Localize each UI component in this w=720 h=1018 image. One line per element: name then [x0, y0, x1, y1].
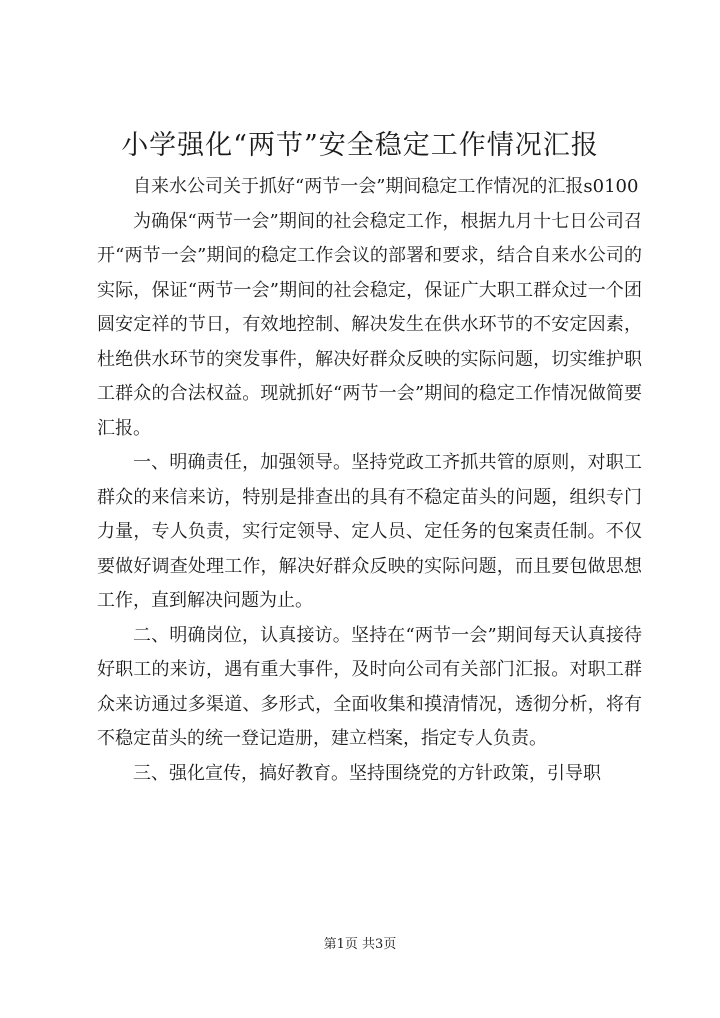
body-paragraph: 为确保“两节一会”期间的社会稳定工作，根据九月十七日公司召开“两节一会”期间的稳定工作会议的部署和要求，结合自来水公司的实际，保证“两节一会”期间的社会稳定，保证广大职工群众过一个团圆安定祥的节日，有效地控制、解决发生在供水环节的不安定因素，杜绝供水环节的突发事件，解决好群众反映的实际问题，切实维护职工群众的合法权益。现就抓好“两节一会”期间的稳定工作情况做简要汇报。 [97, 210, 642, 439]
document-title: 小学强化“两节”安全稳定工作情况汇报 [121, 130, 599, 161]
document-body [97, 170, 642, 791]
body-paragraph: 三、强化宣传，搞好教育。坚持围绕党的方针政策，引导职 [133, 762, 601, 784]
body-paragraph: 自来水公司关于抓好“两节一会”期间稳定工作情况的汇报s0100 [133, 176, 639, 197]
body-paragraph: 二、明确岗位，认真接访。坚持在“两节一会”期间每天认真接待好职工的来访，遇有重大事件，及时向公司有关部门汇报。对职工群众来访通过多渠道、多形式，全面收集和摸清情况，透彻分析，将有不稳定苗头的统一登记造册，建立档案，指定专人负责。 [97, 624, 642, 749]
body-paragraph: 一、明确责任，加强领导。坚持党政工齐抓共管的原则，对职工群众的来信来访，特别是排查出的具有不稳定苗头的问题，组织专门力量，专人负责，实行定领导、定人员、定任务的包案责任制。不仅要做好调查处理工作，解决好群众反映的实际问题，而且要包做思想工作，直到解决问题为止。 [97, 452, 642, 611]
page-number-footer: 第1页 共3页 [323, 937, 397, 952]
